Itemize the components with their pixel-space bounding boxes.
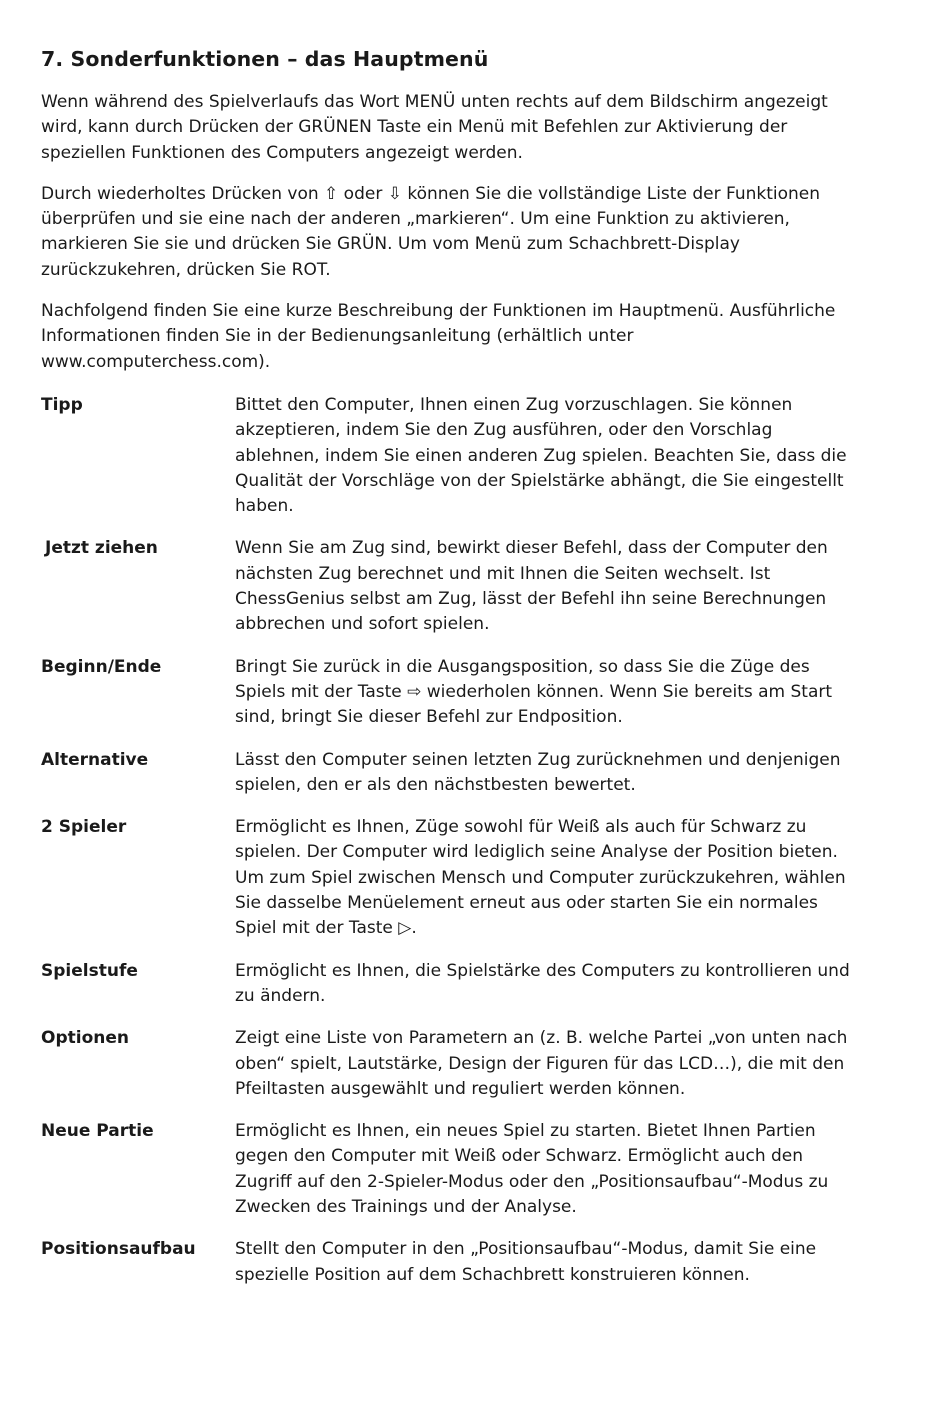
function-list xyxy=(41,393,850,1288)
function-row-2-spieler xyxy=(41,815,850,941)
function-description: Lässt den Computer seinen letzten Zug zurücknehmen und denjenigen spielen, den er als den nächstbesten bewertet. xyxy=(235,749,841,795)
function-row-positionsaufbau xyxy=(41,1237,850,1288)
function-term: 2 Spieler xyxy=(41,817,127,838)
function-term: Alternative xyxy=(41,749,149,770)
function-term: Optionen xyxy=(41,1028,129,1049)
page-title: 7. Sonderfunktionen – das Hauptmenü xyxy=(41,47,489,71)
function-description: Ermöglicht es Ihnen, ein neues Spiel zu starten. Bietet Ihnen Partien gegen den Computer mit Weiß oder Schwarz. Ermöglicht auch den Zugriff auf den 2-Spieler-Modus oder den „Positionsaufbau“-Modus zu Zwecken des Trainings und der Analyse. xyxy=(235,1121,829,1217)
function-row-alternative xyxy=(41,748,850,799)
function-row-spielstufe xyxy=(41,959,850,1010)
function-term: Spielstufe xyxy=(41,960,138,981)
function-description: Stellt den Computer in den „Positionsaufbau“-Modus, damit Sie eine spezielle Position auf dem Schachbrett konstruieren können. xyxy=(235,1239,817,1285)
function-term: Positionsaufbau xyxy=(41,1239,196,1260)
function-row-neue-partie xyxy=(41,1119,850,1220)
function-description: Ermöglicht es Ihnen, Züge sowohl für Weiß als auch für Schwarz zu spielen. Der Computer wird lediglich seine Analyse der Position bieten. Um zum Spiel zwischen Mensch und Computer zurückzukehren, wählen Sie dasselbe Menüelement erneut aus oder starten Sie ein normales Spiel mit der Taste ▷. xyxy=(235,817,846,939)
function-description: Wenn Sie am Zug sind, bewirkt dieser Befehl, dass der Computer den nächsten Zug berechnet und mit Ihnen die Seiten wechselt. Ist ChessGenius selbst am Zug, lässt der Befehl ihn seine Berechnungen abbrechen und sofort spielen. xyxy=(235,538,828,635)
function-term: Jetzt ziehen xyxy=(45,538,158,559)
function-term: Tipp xyxy=(41,394,83,415)
overview-paragraph: Nachfolgend finden Sie eine kurze Beschreibung der Funktionen im Hauptmenü. Ausführliche Informationen finden Sie in der Bedienungsanleitung (erhältlich unter www.computerchess.com). xyxy=(41,301,836,372)
function-description: Zeigt eine Liste von Parametern an (z. B. welche Partei „von unten nach oben“ spielt, Lautstärke, Design der Figuren für das LCD…), die mit den Pfeiltasten ausgewählt und reguliert werden können. xyxy=(235,1028,848,1099)
function-row-jetzt-ziehen xyxy=(41,536,850,637)
function-description: Bringt Sie zurück in die Ausgangsposition, so dass Sie die Züge des Spiels mit der Taste ⇨ wiederholen können. Wenn Sie bereits am Start sind, bringt Sie dieser Befehl zur Endposition. xyxy=(235,656,833,728)
function-term: Beginn/Ende xyxy=(41,656,162,677)
function-term: Neue Partie xyxy=(41,1121,154,1142)
function-description: Bittet den Computer, Ihnen einen Zug vorzuschlagen. Sie können akzeptieren, indem Sie den Zug ausführen, oder den Vorschlag ablehnen, indem Sie einen anderen Zug spielen. Beachten Sie, dass die Qualität der Vorschläge von der Spielstärke abhängt, die Sie eingestellt haben. xyxy=(235,394,847,517)
function-description: Ermöglicht es Ihnen, die Spielstärke des Computers zu kontrollieren und zu ändern. xyxy=(235,960,850,1006)
function-row-tipp xyxy=(41,393,850,519)
function-row-beginn-ende xyxy=(41,655,850,731)
function-row-optionen xyxy=(41,1026,850,1102)
navigation-paragraph: Durch wiederholtes Drücken von ⇧ oder ⇩ können Sie die vollständige Liste der Funktionen überprüfen und sie eine nach der anderen „markieren“. Um eine Funktion zu aktivieren, markieren Sie sie und drücken Sie GRÜN. Um vom Menü zum Schachbrett-Display zurückzukehren, drücken Sie ROT. xyxy=(41,183,821,280)
intro-paragraph: Wenn während des Spielverlaufs das Wort MENÜ unten rechts auf dem Bildschirm angezeigt wird, kann durch Drücken der GRÜNEN Taste ein Menü mit Befehlen zur Aktivierung der speziellen Funktionen des Computers angezeigt werden. xyxy=(41,92,828,163)
